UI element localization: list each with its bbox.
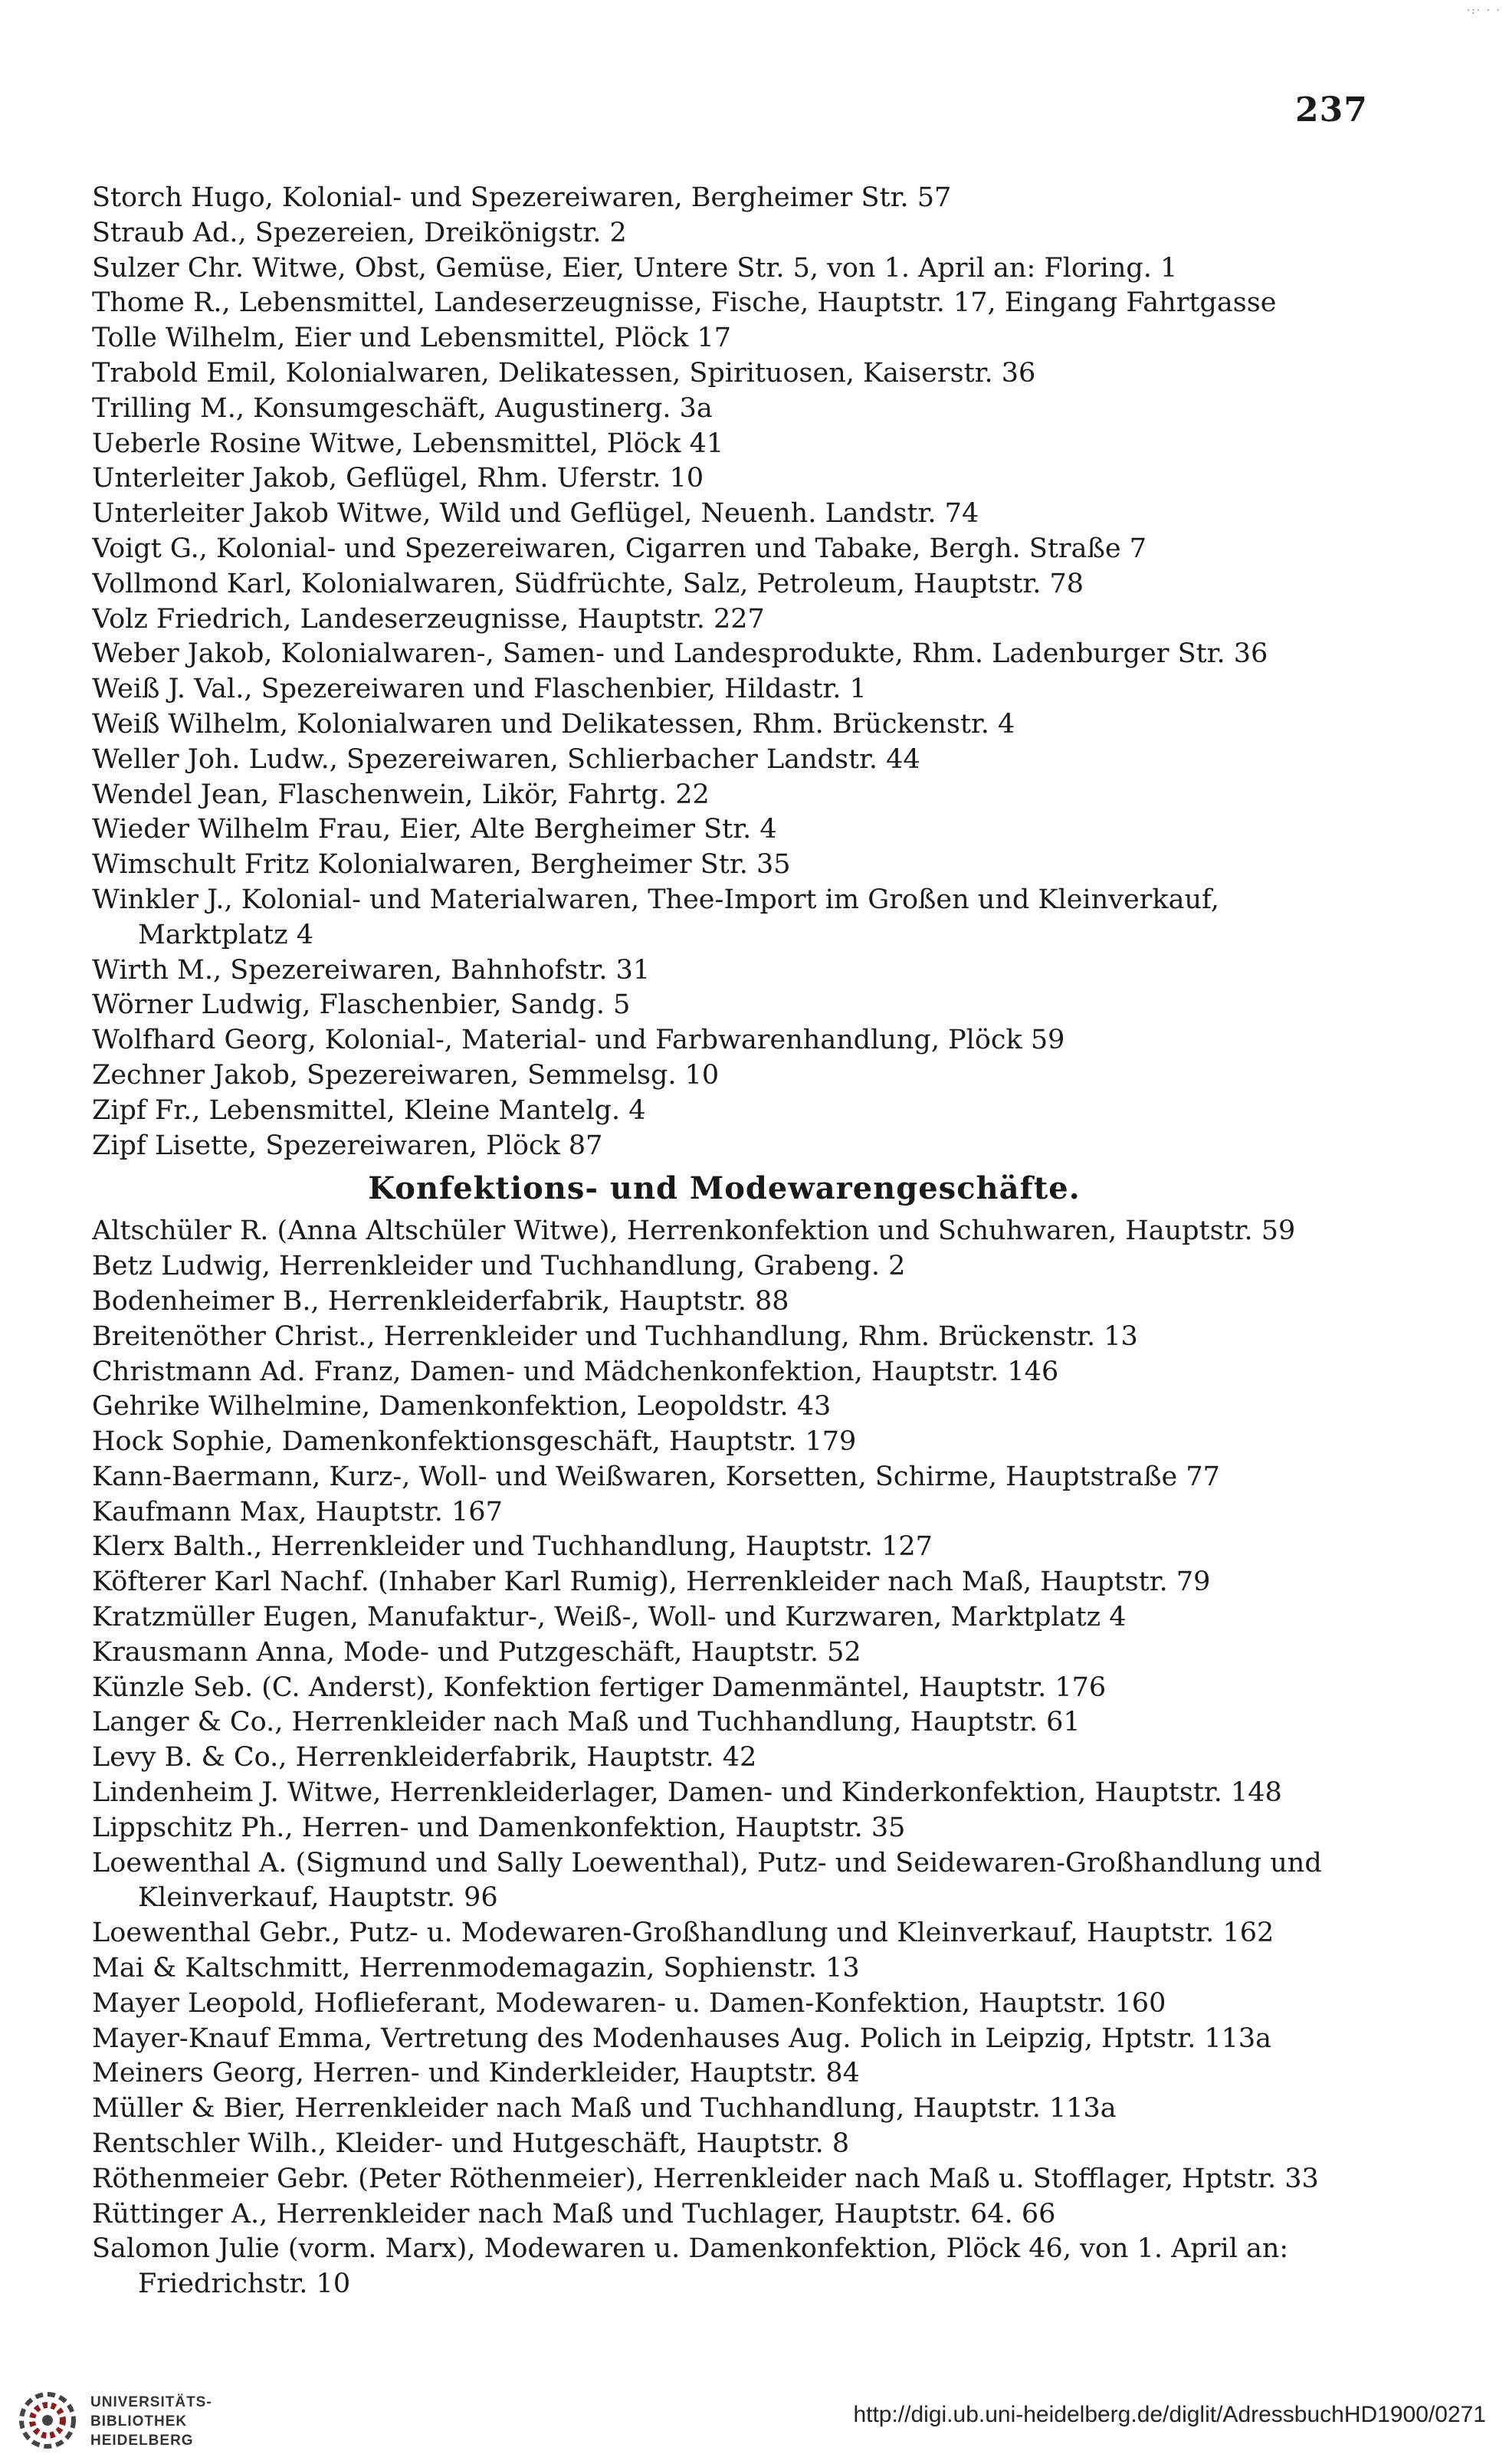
directory-entry: Wendel Jean, Flaschenwein, Likör, Fahrtg. 22 [92,779,710,810]
directory-entry: Levy B. & Co., Herrenkleiderfabrik, Hauptstr. 42 [92,1742,757,1773]
directory-entry: Unterleiter Jakob Witwe, Wild und Geflügel, Neuenh. Landstr. 74 [92,498,979,530]
library-emblem-icon [17,2390,78,2451]
directory-entry: Breitenöther Christ., Herrenkleider und Tuchhandlung, Rhm. Brückenstr. 13 [92,1321,1138,1352]
scan-corner-marks: ·:· · · [1466,5,1501,17]
directory-entry: Trabold Emil, Kolonialwaren, Delikatessen, Spirituosen, Kaiserstr. 36 [92,357,1036,389]
directory-entry: Langer & Co., Herrenkleider nach Maß und Tuchhandlung, Hauptstr. 61 [92,1707,1081,1738]
directory-column [92,181,1356,2302]
directory-entry: Trilling M., Konsumgeschäft, Augustinerg. 3a [92,392,713,424]
directory-entry: Wieder Wilhelm Frau, Eier, Alte Bergheimer Str. 4 [92,814,777,845]
directory-entry: Hock Sophie, Damenkonfektionsgeschäft, Hauptstr. 179 [92,1426,857,1458]
directory-entry: Straub Ad., Spezereien, Dreikönigstr. 2 [92,217,627,248]
directory-entry: Gehrike Wilhelmine, Damenkonfektion, Leopoldstr. 43 [92,1391,832,1422]
directory-entry: Krausmann Anna, Mode- und Putzgeschäft, Hauptstr. 52 [92,1636,861,1668]
directory-entry: Weller Joh. Ludw., Spezereiwaren, Schlierbacher Landstr. 44 [92,743,920,775]
directory-entry: Thome R., Lebensmittel, Landeserzeugnisse, Fische, Hauptstr. 17, Eingang Fahrtgasse [92,287,1277,319]
directory-entry: Loewenthal Gebr., Putz- u. Modewaren-Großhandlung und Kleinverkauf, Hauptstr. 162 [92,1918,1274,1949]
directory-entry: Rüttinger A., Herrenkleider nach Maß und Tuchlager, Hauptstr. 64. 66 [92,2198,1056,2229]
directory-entry: Voigt G., Kolonial- und Spezereiwaren, Cigarren und Tabake, Bergh. Straße 7 [92,533,1147,564]
directory-entry: Storch Hugo, Kolonial- und Spezereiwaren, Bergheimer Str. 57 [92,182,952,213]
directory-entry: Lippschitz Ph., Herren- und Damenkonfektion, Hauptstr. 35 [92,1812,906,1843]
directory-entry: Wörner Ludwig, Flaschenbier, Sandg. 5 [92,989,631,1021]
directory-entry: Weber Jakob, Kolonialwaren-, Samen- und Landesprodukte, Rhm. Ladenburger Str. 36 [92,638,1268,670]
directory-entry: Sulzer Chr. Witwe, Obst, Gemüse, Eier, Untere Str. 5, von 1. April an: Floring. 1 [92,252,1178,284]
directory-entry: Künzle Seb. (C. Anderst), Konfektion fertiger Damenmäntel, Hauptstr. 176 [92,1672,1107,1703]
directory-entry: Müller & Bier, Herrenkleider nach Maß und Tuchhandlung, Hauptstr. 113a [92,2093,1117,2124]
directory-entry: Kratzmüller Eugen, Manufaktur-, Weiß-, Woll- und Kurzwaren, Marktplatz 4 [92,1602,1127,1633]
directory-entry: Meiners Georg, Herren- und Kinderkleider, Hauptstr. 84 [92,2058,860,2089]
directory-entry: Salomon Julie (vorm. Marx), Modewaren u. Damenkonfektion, Plöck 46, von 1. April an: Friedrichstr. 10 [92,2233,1289,2300]
directory-entry: Wirth M., Spezereiwaren, Bahnhofstr. 31 [92,954,651,986]
directory-entry: Winkler J., Kolonial- und Materialwaren, Thee-Import im Großen und Kleinverkauf, Marktplatz 4 [92,884,1219,950]
page-number: 237 [1295,90,1368,130]
directory-entry: Kann-Baermann, Kurz-, Woll- und Weißwaren, Korsetten, Schirme, Hauptstraße 77 [92,1461,1220,1492]
logo-line: BIBLIOTHEK [90,2413,188,2430]
source-url-link[interactable]: http://digi.ub.uni-heidelberg.de/diglit/AdressbuchHD1900/0271 [853,2402,1486,2427]
directory-entry: Zipf Fr., Lebensmittel, Kleine Mantelg. 4 [92,1094,646,1126]
directory-entry: Bodenheimer B., Herrenkleiderfabrik, Hauptstr. 88 [92,1285,789,1317]
directory-entry: Volz Friedrich, Landeserzeugnisse, Hauptstr. 227 [92,603,765,635]
directory-entry: Zechner Jakob, Spezereiwaren, Semmelsg. 10 [92,1059,720,1091]
directory-entry: Kaufmann Max, Hauptstr. 167 [92,1496,503,1527]
directory-entry: Wolfhard Georg, Kolonial-, Material- und Farbwarenhandlung, Plöck 59 [92,1025,1065,1056]
directory-entry: Ueberle Rosine Witwe, Lebensmittel, Plöck 41 [92,428,724,459]
logo-text [90,2393,212,2450]
directory-entry: Weiß Wilhelm, Kolonialwaren und Delikatessen, Rhm. Brückenstr. 4 [92,708,1015,740]
directory-entry: Zipf Lisette, Spezereiwaren, Plöck 87 [92,1130,603,1161]
directory-entry: Vollmond Karl, Kolonialwaren, Südfrüchte, Salz, Petroleum, Hauptstr. 78 [92,568,1084,599]
directory-entry: Rentschler Wilh., Kleider- und Hutgeschäft, Hauptstr. 8 [92,2128,850,2160]
directory-entry: Wimschult Fritz Kolonialwaren, Bergheimer Str. 35 [92,849,791,881]
directory-entry: Unterleiter Jakob, Geflügel, Rhm. Uferstr. 10 [92,463,704,494]
directory-entry: Lindenheim J. Witwe, Herrenkleiderlager, Damen- und Kinderkonfektion, Hauptstr. 148 [92,1777,1282,1809]
directory-entry: Röthenmeier Gebr. (Peter Röthenmeier), Herrenkleider nach Maß u. Stofflager, Hptstr. 33 [92,2163,1319,2194]
entries-top [92,181,1356,1163]
footer [0,2376,1509,2464]
university-library-logo[interactable] [17,2385,247,2459]
logo-line: HEIDELBERG [90,2433,194,2449]
directory-entry: Mayer Leopold, Hoflieferant, Modewaren- u. Damen-Konfektion, Hauptstr. 160 [92,1987,1166,2019]
directory-entry: Loewenthal A. (Sigmund und Sally Loewenthal), Putz- und Seidewaren-Großhandlung und Kleinverkauf, Hauptstr. 96 [92,1847,1322,1914]
directory-entry: Mai & Kaltschmitt, Herrenmodemagazin, Sophienstr. 13 [92,1953,860,1984]
directory-entry: Mayer-Knauf Emma, Vertretung des Modenhauses Aug. Polich in Leipzig, Hptstr. 113a [92,2023,1272,2054]
directory-entry: Tolle Wilhelm, Eier und Lebensmittel, Plöck 17 [92,323,732,354]
directory-entry: Altschüler R. (Anna Altschüler Witwe), Herrenkonfektion und Schuhwaren, Hauptstr. 59 [92,1216,1296,1247]
entries-section [92,1214,1356,2302]
directory-entry: Klerx Balth., Herrenkleider und Tuchhandlung, Hauptstr. 127 [92,1531,933,1563]
logo-line: UNIVERSITÄTS- [90,2394,212,2410]
directory-entry: Christmann Ad. Franz, Damen- und Mädchenkonfektion, Hauptstr. 146 [92,1356,1059,1387]
directory-entry: Köfterer Karl Nachf. (Inhaber Karl Rumig), Herrenkleider nach Maß, Hauptstr. 79 [92,1567,1211,1598]
section-heading: Konfektions- und Modewarengeschäfte. [368,1170,1081,1207]
directory-entry: Weiß J. Val., Spezereiwaren und Flaschenbier, Hildastr. 1 [92,674,867,705]
directory-entry: Betz Ludwig, Herrenkleider und Tuchhandlung, Grabeng. 2 [92,1251,906,1282]
